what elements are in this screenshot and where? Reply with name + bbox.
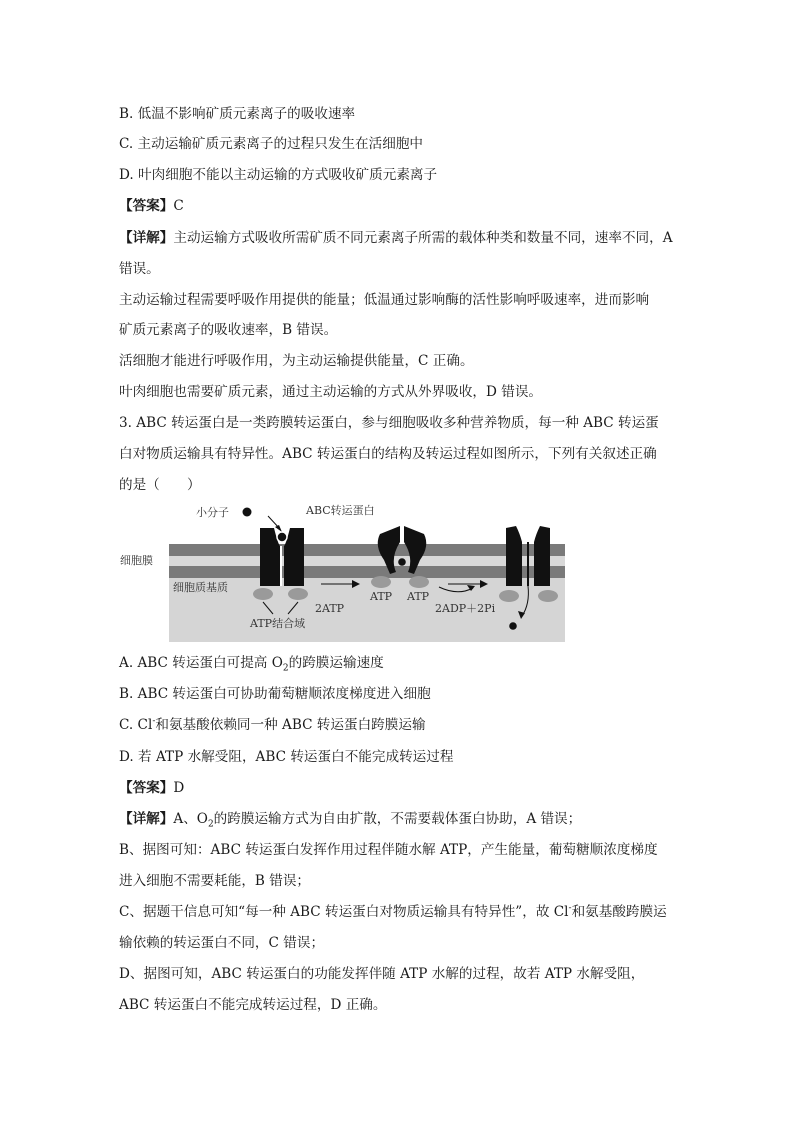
prev-detail-line-4: 叶肉细胞也需要矿质元素，通过主动运输的方式从外界吸收，D 错误。 — [119, 384, 543, 400]
q3-detail-line-3 — [119, 902, 667, 922]
q3-option-b: B. ABC 转运蛋白可协助葡萄糖顺浓度梯度进入细胞 — [119, 686, 431, 702]
label-cytoplasmic-matrix: 细胞质基质 — [173, 581, 228, 594]
text: 和氨基酸依赖同一种 ABC 转运蛋白跨膜运输 — [155, 717, 426, 733]
label-cell-membrane: 细胞膜 — [120, 554, 153, 567]
prev-option-c: C. 主动运输矿质元素离子的过程只发生在活细胞中 — [119, 136, 424, 152]
prev-detail-line-3: 活细胞才能进行呼吸作用，为主动运输提供能量，C 正确。 — [119, 353, 474, 369]
prev-option-d: D. 叶肉细胞不能以主动运输的方式吸收矿质元素离子 — [119, 167, 438, 183]
prev-option-b: B. 低温不影响矿质元素离子的吸收速率 — [119, 106, 356, 122]
label-atp-binding-domain: ATP结合域 — [250, 617, 306, 630]
q3-option-c — [119, 715, 426, 735]
label-atp-left: ATP — [370, 590, 393, 603]
label-abc-transporter: ABC转运蛋白 — [306, 504, 375, 517]
answer-value: C — [173, 198, 184, 214]
text: C、据题干信息可知“每一种 ABC 转运蛋白对物质运输具有特异性”，故 Cl — [119, 904, 569, 920]
membrane-lower-band — [169, 566, 565, 578]
text: A. ABC 转运蛋白可提高 O — [119, 655, 283, 671]
prev-answer — [119, 196, 184, 216]
prev-detail-line-2: 主动运输过程需要呼吸作用提供的能量；低温通过影响酶的活性影响呼吸速率，进而影响 — [119, 292, 650, 308]
answer-value: D — [173, 780, 185, 796]
q3-answer — [119, 778, 184, 798]
subscript: 2 — [282, 663, 289, 674]
subscript: 2 — [207, 819, 214, 830]
question-3-line-2: 白对物质运输具有特异性。ABC 转运蛋白的结构及转运过程如图所示，下列有关叙述正确 — [119, 446, 657, 462]
q3-detail-line-3b: 输依赖的转运蛋白不同，C 错误； — [119, 935, 325, 951]
abc-transporter-figure — [118, 500, 568, 646]
text: 的跨膜运输速度 — [288, 655, 384, 671]
detail-label: 【详解】 — [119, 811, 174, 827]
q3-detail-line-2: B、据图可知：ABC 转运蛋白发挥作用过程伴随水解 ATP，产生能量，葡萄糖顺浓度梯度 — [119, 842, 658, 858]
q3-option-d: D. 若 ATP 水解受阻，ABC 转运蛋白不能完成转运过程 — [119, 749, 454, 765]
text: 的跨膜运输方式为自由扩散，不需要载体蛋白协助，A 错误； — [213, 811, 582, 827]
q3-detail-line-2b: 进入细胞不需要耗能，B 错误； — [119, 873, 311, 889]
label-2atp: 2ATP — [315, 602, 345, 615]
q3-option-a — [119, 653, 384, 673]
text: C. Cl — [119, 717, 153, 733]
membrane-upper-band — [169, 544, 565, 556]
question-3-line-3: 的是（ ） — [119, 477, 201, 493]
prev-detail-line-2b: 矿质元素离子的吸收速率，B 错误。 — [119, 322, 338, 338]
detail-text: 主动运输方式吸收所需矿质不同元素离子所需的载体种类和数量不同，速率不同，A — [173, 230, 673, 246]
label-atp-right: ATP — [407, 590, 430, 603]
superscript: - — [568, 903, 572, 914]
text: 和氨基酸跨膜运 — [571, 904, 667, 920]
answer-label: 【答案】 — [119, 198, 174, 214]
superscript: - — [152, 716, 156, 727]
small-molecule-dot — [243, 508, 252, 517]
text: A、O — [173, 811, 208, 827]
prev-detail-line-1 — [119, 228, 673, 248]
answer-label: 【答案】 — [119, 780, 174, 796]
label-small-molecule: 小分子 — [196, 506, 229, 519]
question-3-line-1: 3. ABC 转运蛋白是一类跨膜转运蛋白，参与细胞吸收多种营养物质，每一种 ABC 转运蛋 — [119, 415, 659, 431]
prev-detail-line-1b: 错误。 — [119, 261, 160, 277]
detail-label: 【详解】 — [119, 230, 174, 246]
label-adp-pi: 2ADP＋2Pi — [435, 602, 496, 615]
q3-detail-line-1 — [119, 809, 581, 829]
q3-detail-line-4b: ABC 转运蛋白不能完成转运过程，D 正确。 — [119, 997, 387, 1013]
q3-detail-line-4: D、据图可知，ABC 转运蛋白的功能发挥伴随 ATP 水解的过程，故若 ATP 水解受阻， — [119, 966, 645, 982]
